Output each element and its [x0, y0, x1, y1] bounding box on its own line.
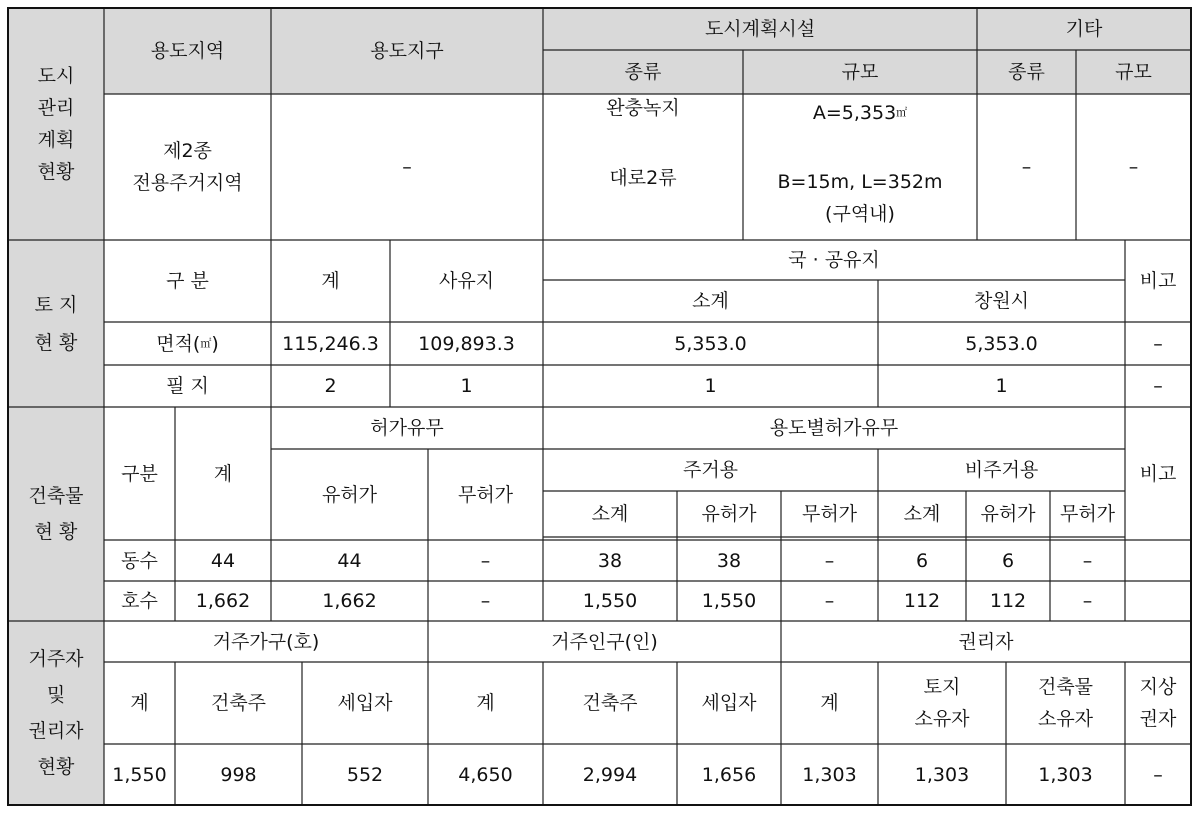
- res-h-owner-households: 건축주: [210, 692, 267, 714]
- col-other: 기타: [1065, 18, 1103, 40]
- land-col-private: 사유지: [438, 270, 495, 292]
- res-col-rights-holders: 권리자: [958, 630, 1014, 653]
- bldg-cell-unpermitted: –: [480, 549, 491, 572]
- bldg-cell-non-permitted: 6: [1001, 549, 1015, 572]
- facility-scale-road: B=15m, L=352m (구역내): [777, 171, 943, 225]
- res-v-tenant-households: 552: [346, 763, 384, 786]
- res-col-households: 거주가구(호): [212, 630, 320, 653]
- facility-types-value: 완충녹지 대로2류: [606, 96, 680, 189]
- bldg-cell-res-subtotal: 1,550: [582, 590, 638, 612]
- land-col-subtotal: 소계: [692, 290, 729, 312]
- land-area-private: 109,893.3: [418, 332, 515, 355]
- bldg-row-label: 동수: [121, 549, 158, 572]
- land-parcels-subtotal: 1: [704, 375, 717, 397]
- land-area-total: 115,246.3: [282, 332, 379, 355]
- bldg-col-residential: 주거용: [682, 459, 739, 481]
- res-v-total-population: 4,650: [458, 763, 513, 786]
- col-urban-facilities: 도시계획시설: [704, 18, 816, 40]
- bldg-col-permit-status: 허가유무: [370, 417, 444, 439]
- res-v-land-owner: 1,303: [914, 763, 970, 786]
- bldg-cell-non-unpermitted: –: [1082, 549, 1093, 572]
- res-v-total-households: 1,550: [112, 763, 167, 786]
- res-h-total-rights: 계: [820, 692, 839, 714]
- res-v-building-owner: 1,303: [1038, 763, 1093, 786]
- res-col-population: 거주인구(인): [551, 630, 658, 653]
- col-use-district: 용도지구: [370, 40, 444, 62]
- area-unit: ㎡: [896, 106, 908, 119]
- res-h-tenant-population: 세입자: [701, 692, 757, 714]
- bldg-col-remark: 비고: [1139, 462, 1177, 485]
- bldg-cell-permitted: 1,662: [322, 590, 377, 612]
- facility-scale-area-value: A=5,353: [812, 102, 897, 124]
- bldg-col-permitted: 유허가: [321, 483, 378, 506]
- bldg-cell-non-subtotal: 112: [903, 590, 941, 612]
- col-other-type: 종류: [1008, 61, 1045, 83]
- bldg-cell-res-unpermitted: –: [824, 590, 835, 612]
- bldg-col-non-unpermitted: 무허가: [1059, 503, 1116, 525]
- bldg-col-nonresidential: 비주거용: [964, 459, 1039, 481]
- col-other-scale: 규모: [1115, 61, 1152, 83]
- facility-scale-area: [743, 96, 977, 130]
- res-h-building-owner: 건축물 소유자: [1037, 676, 1094, 730]
- bldg-cell-non-subtotal: 6: [915, 549, 929, 572]
- col-use-zone: 용도지역: [150, 40, 225, 62]
- res-h-owner-population: 건축주: [582, 692, 638, 714]
- land-parcels-remark: –: [1153, 375, 1163, 397]
- use-district-value: –: [402, 156, 412, 178]
- section-title-urban-plan: 도시 관리 계획 현황: [37, 65, 75, 183]
- bldg-col-division: 구분: [121, 462, 158, 485]
- use-zone-value: 제2종 전용주거지역: [132, 140, 243, 194]
- section-title-buildings: 건축물 현 황: [28, 485, 84, 543]
- bldg-cell-non-permitted: 112: [989, 590, 1027, 612]
- res-v-surface-rights: –: [1153, 763, 1163, 786]
- area-label-text: 면적(: [156, 332, 201, 355]
- bldg-cell-res-subtotal: 38: [597, 549, 623, 572]
- res-v-tenant-population: 1,656: [701, 763, 757, 786]
- land-parcels-label: 필 지: [166, 375, 209, 397]
- land-col-division: 구 분: [166, 270, 209, 292]
- bldg-cell-permitted: 44: [337, 549, 362, 572]
- land-parcels-changwon: 1: [995, 375, 1008, 397]
- other-scale-value: –: [1128, 156, 1139, 178]
- bldg-col-res-unpermitted: 무허가: [801, 503, 858, 525]
- bldg-col-non-permitted: 유허가: [980, 503, 1036, 525]
- bldg-cell-unpermitted: –: [480, 590, 491, 612]
- land-col-changwon: 창원시: [973, 290, 1030, 312]
- other-type-value: –: [1021, 156, 1032, 178]
- section-title-land: 토 지 현 황: [34, 293, 78, 354]
- res-h-total-households: 계: [130, 692, 149, 714]
- res-h-land-owner: 토지 소유자: [914, 676, 970, 730]
- res-h-tenant-households: 세입자: [337, 692, 393, 714]
- bldg-col-use-permit: 용도별허가유무: [769, 417, 899, 439]
- res-v-owner-population: 2,994: [582, 763, 638, 786]
- bldg-cell-res-unpermitted: –: [824, 549, 835, 572]
- bldg-cell-res-permitted: 38: [716, 549, 742, 572]
- bldg-cell-res-permitted: 1,550: [701, 590, 757, 612]
- bldg-cell-total: 44: [210, 549, 236, 572]
- res-v-owner-households: 998: [220, 763, 257, 786]
- bldg-col-res-subtotal: 소계: [591, 503, 629, 525]
- land-area-label: [104, 322, 271, 365]
- bldg-col-non-subtotal: 소계: [903, 503, 941, 525]
- bldg-cell-non-unpermitted: –: [1082, 590, 1093, 612]
- col-facility-scale: 규모: [841, 61, 879, 83]
- area-label-unit: ㎡: [200, 336, 212, 350]
- bldg-row-label: 호수: [121, 590, 158, 612]
- land-area-subtotal: 5,353.0: [674, 332, 747, 355]
- bldg-col-unpermitted: 무허가: [457, 483, 514, 506]
- area-label-close: ): [211, 332, 219, 355]
- land-parcels-total: 2: [324, 375, 337, 397]
- land-area-remark: –: [1153, 332, 1163, 355]
- bldg-cell-total: 1,662: [195, 590, 251, 612]
- land-area-changwon: 5,353.0: [965, 332, 1038, 355]
- bldg-col-total: 계: [213, 462, 233, 485]
- land-col-total: 계: [321, 270, 340, 292]
- section-title-residents: 거주자 및 권리자 현황: [28, 648, 84, 778]
- col-facility-type: 종류: [624, 61, 662, 83]
- res-h-surface-rights: 지상 권자: [1139, 676, 1177, 730]
- land-col-public: 국 · 공유지: [788, 249, 880, 271]
- land-parcels-private: 1: [460, 375, 473, 397]
- res-v-total-rights: 1,303: [802, 763, 857, 786]
- land-col-remark: 비고: [1139, 270, 1177, 292]
- res-h-total-population: 계: [476, 692, 495, 714]
- bldg-col-res-permitted: 유허가: [701, 503, 757, 525]
